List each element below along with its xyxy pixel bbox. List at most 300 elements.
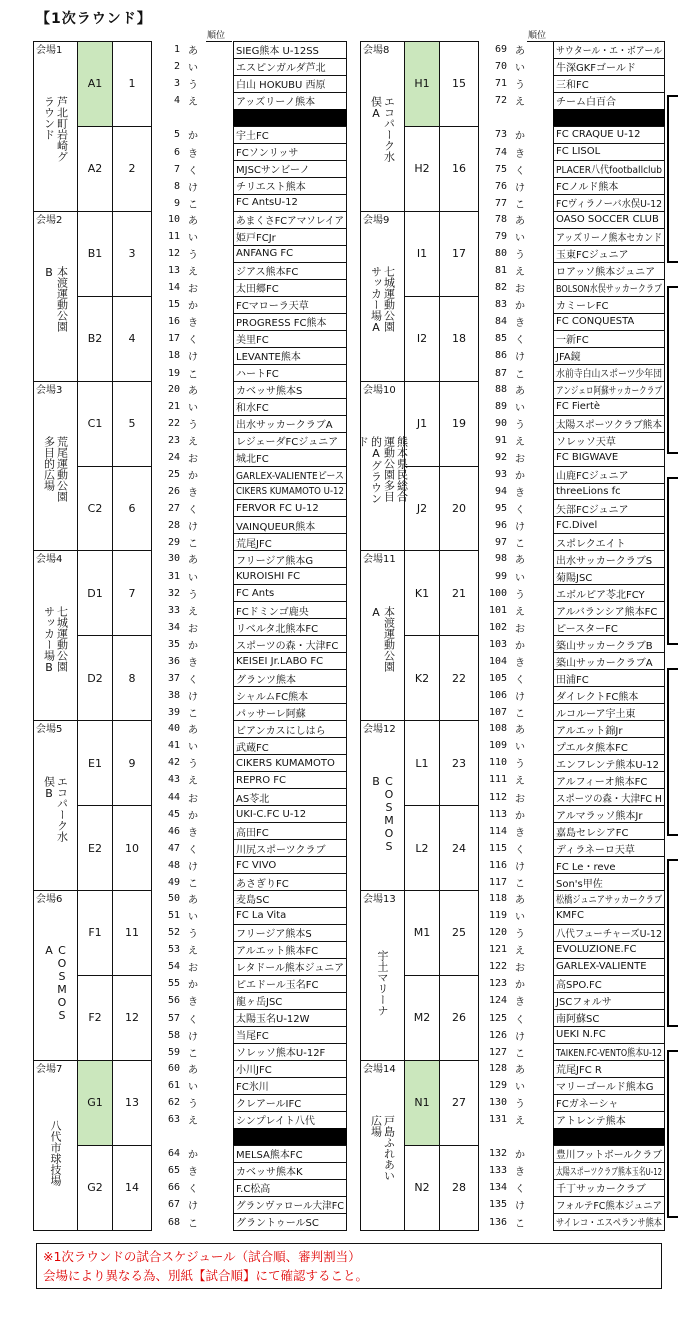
rank-cell: 14 — [112, 1145, 152, 1231]
row-kana: え — [515, 606, 525, 618]
venue-name: 七城運動公園サッカー場B — [42, 605, 69, 674]
row-number: 16 — [167, 316, 180, 328]
team-box — [233, 601, 347, 619]
venue-name-wrap — [356, 398, 409, 551]
venue-label: 会場7 — [36, 1063, 63, 1075]
row-kana: こ — [515, 199, 525, 211]
group-column — [77, 720, 113, 891]
venue-section — [360, 211, 665, 382]
team-box — [553, 262, 665, 280]
team-box — [233, 160, 347, 178]
team-box — [553, 58, 665, 76]
row-kana: こ — [188, 369, 198, 381]
team-name: FC AntsU-12 — [236, 197, 298, 209]
team-box — [553, 483, 665, 501]
row-number: 71 — [494, 78, 507, 90]
row-kana: け — [515, 182, 525, 194]
row-number: 135 — [488, 1199, 507, 1211]
row-kana: う — [188, 249, 198, 261]
team-name: Son's甲佐 — [556, 878, 603, 890]
row-kana: こ — [188, 539, 198, 551]
row-number: 1 — [173, 44, 180, 56]
kana-column — [511, 1060, 529, 1231]
team-box — [233, 262, 347, 280]
group-column — [404, 211, 440, 382]
row-kana: い — [515, 402, 525, 414]
team-box — [233, 245, 347, 263]
venue-section — [33, 890, 347, 1061]
row-number: 136 — [488, 1216, 507, 1228]
row-kana: お — [515, 453, 525, 465]
row-number: 21 — [167, 400, 180, 412]
team-box — [553, 533, 665, 551]
number-column — [487, 720, 507, 891]
team-box — [233, 1026, 347, 1044]
venue-name-wrap — [34, 567, 77, 720]
team-name: FC La Vita — [236, 910, 287, 922]
team-name: スポーツの森・大津FC — [236, 640, 339, 652]
team-name: ビアンカスにしはら — [236, 725, 326, 737]
team-column — [233, 720, 347, 891]
venue-section — [33, 381, 347, 552]
row-kana: あ — [515, 385, 525, 397]
cropped-next-round-column — [667, 0, 678, 1322]
row-kana: う — [188, 589, 198, 601]
team-name: チーム白百合 — [556, 97, 616, 109]
rank-cell: 27 — [439, 1060, 479, 1146]
rank-cell: 26 — [439, 975, 479, 1061]
row-number: 88 — [494, 383, 507, 395]
team-box — [553, 1145, 665, 1163]
row-number: 45 — [167, 808, 180, 820]
row-number: 30 — [167, 553, 180, 565]
row-kana: あ — [515, 215, 525, 227]
team-box — [553, 330, 665, 348]
row-number: 53 — [167, 944, 180, 956]
row-kana: か — [188, 301, 198, 313]
row-number: 103 — [488, 638, 507, 650]
team-box — [233, 856, 347, 874]
venue-name-wrap — [34, 228, 77, 381]
team-name: 三和FC — [556, 80, 589, 92]
row-number: 105 — [488, 672, 507, 684]
row-number: 114 — [488, 825, 507, 837]
team-name: 美里FC — [236, 335, 269, 347]
row-kana: い — [188, 63, 198, 75]
row-kana: お — [515, 284, 525, 296]
team-column — [233, 550, 347, 721]
row-number: 59 — [167, 1046, 180, 1058]
team-box — [553, 839, 665, 857]
rank-cell: 8 — [112, 635, 152, 721]
row-number: 35 — [167, 638, 180, 650]
number-column — [160, 720, 180, 891]
group-column — [404, 41, 440, 212]
venue-name-wrap — [34, 1077, 77, 1230]
team-name: CIKERS KUMAMOTO U-12 — [236, 485, 344, 497]
team-name: 宇土FC — [236, 131, 269, 143]
team-box — [233, 177, 347, 195]
team-name: FC CRAQUE U-12 — [556, 129, 641, 141]
venues-block-left — [33, 41, 347, 1231]
group-cell: N1 — [404, 1060, 440, 1146]
team-name: JSCフォルサ — [556, 997, 612, 1009]
rank-cell: 13 — [112, 1060, 152, 1146]
row-kana: え — [188, 776, 198, 788]
venue-name-wrap — [34, 737, 77, 890]
row-number: 11 — [167, 230, 180, 242]
team-box — [233, 975, 347, 993]
venue-name-wrap — [361, 907, 404, 1060]
row-kana: か — [515, 301, 525, 313]
row-kana: か — [515, 471, 525, 483]
team-name: ハートFC — [236, 369, 279, 381]
team-box — [233, 364, 347, 382]
team-name: LEVANTE熊本 — [236, 352, 301, 364]
row-kana: え — [515, 436, 525, 448]
row-kana: く — [515, 674, 525, 686]
team-name: 太陽スポーツクラブ熊本 — [556, 420, 662, 432]
rank-cell: 7 — [112, 550, 152, 636]
number-column — [487, 41, 507, 212]
team-box — [233, 567, 347, 585]
kana-column — [184, 1060, 202, 1231]
team-box — [553, 126, 665, 144]
venue-name: 熊本県民総合運動公園多目的Aグラウンド — [356, 435, 409, 504]
row-kana: う — [515, 80, 525, 92]
row-kana: え — [515, 776, 525, 788]
team-name: OASO SOCCER CLUB — [556, 214, 659, 226]
team-box — [233, 533, 347, 551]
team-name: サイレコ・エスペランサ熊本 — [556, 1218, 662, 1230]
group-cell: C1 — [77, 381, 113, 467]
row-kana: か — [188, 810, 198, 822]
rank-cell: 28 — [439, 1145, 479, 1231]
team-box — [233, 686, 347, 704]
venue-cell — [360, 1060, 405, 1231]
venue-section — [33, 550, 347, 721]
venue-name: 荒尾運動公園多目的広場 — [42, 435, 69, 502]
row-number: 8 — [173, 180, 180, 192]
team-name: 山鹿FCジュニア — [556, 471, 629, 482]
venue-section — [33, 211, 347, 382]
row-number: 62 — [167, 1096, 180, 1108]
team-name: 姫戸FCJr — [236, 233, 276, 245]
row-number: 5 — [173, 129, 180, 141]
team-name: 城北FC — [236, 454, 269, 466]
separator-box — [233, 1128, 347, 1146]
row-kana: く — [188, 1184, 198, 1196]
group-cell: M2 — [404, 975, 440, 1061]
row-number: 128 — [488, 1062, 507, 1074]
kana-column — [184, 720, 202, 891]
team-box — [233, 1145, 347, 1163]
team-name: プエルタ熊本FC — [556, 742, 628, 754]
team-box — [233, 1196, 347, 1214]
venue-name: 本渡運動公園B — [42, 265, 69, 332]
row-number: 81 — [494, 265, 507, 277]
group-column — [77, 211, 113, 382]
kana-column — [184, 381, 202, 552]
row-kana: か — [515, 640, 525, 652]
team-box — [233, 618, 347, 636]
row-number: 29 — [167, 537, 180, 549]
kana-column — [511, 211, 529, 382]
row-kana: え — [188, 267, 198, 279]
row-kana: う — [515, 589, 525, 601]
team-box — [233, 771, 347, 789]
row-number: 17 — [167, 333, 180, 345]
rank-column — [439, 890, 479, 1061]
venue-name: 本渡運動公園A — [369, 605, 396, 672]
team-name: 太田郷FC — [236, 284, 279, 296]
team-name: 高SPO.FC — [556, 980, 602, 992]
group-column — [77, 41, 113, 212]
team-box — [553, 516, 665, 534]
team-name: 南阿蘇SC — [556, 1014, 600, 1026]
row-kana: い — [188, 912, 198, 924]
row-number: 116 — [488, 859, 507, 871]
team-name: エスピンガルダ芦北 — [236, 63, 326, 75]
row-number: 64 — [167, 1148, 180, 1160]
team-column — [553, 41, 665, 212]
rank-cell: 20 — [439, 466, 479, 552]
group-cell: J1 — [404, 381, 440, 467]
row-number: 60 — [167, 1062, 180, 1074]
row-kana: か — [188, 1150, 198, 1162]
team-name: 一新FC — [556, 335, 589, 347]
row-kana: く — [188, 505, 198, 517]
team-name: フリージア熊本G — [236, 555, 314, 567]
team-box — [553, 1196, 665, 1214]
team-box — [233, 1111, 347, 1129]
group-cell: K2 — [404, 635, 440, 721]
team-name: 矢部FCジュニア — [556, 504, 629, 516]
note-line-1: ※1次ラウンドの試合スケジュール（試合順、審判割当） — [43, 1249, 361, 1264]
venue-name-wrap — [34, 58, 77, 211]
row-kana: い — [515, 912, 525, 924]
team-box — [553, 41, 665, 59]
row-kana: き — [188, 318, 198, 330]
venue-name: COSMOS A — [42, 944, 69, 1023]
team-name: FC Ants — [236, 587, 275, 599]
team-name: FC氷川 — [236, 1082, 269, 1094]
row-kana: あ — [188, 725, 198, 737]
row-number: 70 — [494, 61, 507, 73]
venue-name: COSMOS B — [369, 774, 396, 853]
row-number: 25 — [167, 469, 180, 481]
venue-cell — [33, 550, 78, 721]
team-box — [233, 1043, 347, 1061]
team-box — [553, 958, 665, 976]
team-name: ディラネーロ天草 — [556, 844, 635, 856]
team-name: クレアールIFC — [236, 1099, 302, 1111]
row-kana: お — [515, 793, 525, 805]
team-box — [553, 1060, 665, 1078]
row-number: 118 — [488, 893, 507, 905]
row-number: 37 — [167, 672, 180, 684]
team-box — [233, 907, 347, 925]
team-name: ソレッソ熊本U-12F — [236, 1048, 326, 1060]
page-title: 【1次ラウンド】 — [36, 11, 152, 27]
team-box — [553, 211, 665, 229]
row-number: 133 — [488, 1165, 507, 1177]
team-box — [553, 924, 665, 942]
team-box — [553, 1077, 665, 1095]
row-number: 86 — [494, 350, 507, 362]
row-kana: く — [188, 335, 198, 347]
team-box — [553, 635, 665, 653]
rank-header-left: 順位 — [206, 28, 232, 42]
team-name: ソレッソ天草 — [556, 437, 616, 449]
team-name: 田浦FC — [556, 674, 589, 686]
team-name: 牛深GKFゴールド — [556, 63, 636, 75]
team-column — [553, 1060, 665, 1231]
number-column — [160, 890, 180, 1061]
team-box — [553, 567, 665, 585]
team-name: MJSCサンビーノ — [236, 165, 310, 177]
team-box — [553, 347, 665, 365]
team-name: 麦島SC — [236, 895, 270, 907]
team-name: GARLEX-VALIENTEピース — [236, 471, 344, 482]
team-box — [553, 449, 665, 467]
row-number: 2 — [173, 61, 180, 73]
venue-name: 芦北町岩崎グラウンド — [42, 96, 69, 163]
team-box — [233, 720, 347, 738]
group-cell: F2 — [77, 975, 113, 1061]
team-box — [233, 737, 347, 755]
team-name: スポーツの森・大津FC H — [556, 793, 662, 805]
team-box — [553, 788, 665, 806]
team-box — [553, 890, 665, 908]
row-number: 49 — [167, 876, 180, 888]
group-cell: F1 — [77, 890, 113, 976]
rank-column — [439, 211, 479, 382]
team-box — [233, 805, 347, 823]
row-kana: こ — [188, 709, 198, 721]
row-kana: か — [188, 980, 198, 992]
row-kana: き — [515, 1167, 525, 1179]
number-column — [160, 211, 180, 382]
team-name: 出水サッカークラブS — [556, 555, 653, 567]
kana-column — [511, 41, 529, 212]
row-number: 109 — [488, 740, 507, 752]
team-box — [553, 754, 665, 772]
row-kana: き — [188, 148, 198, 160]
row-number: 57 — [167, 1012, 180, 1024]
team-box — [233, 1213, 347, 1231]
team-box — [233, 279, 347, 297]
rank-column — [439, 41, 479, 212]
row-number: 34 — [167, 621, 180, 633]
row-kana: あ — [515, 725, 525, 737]
row-number: 12 — [167, 247, 180, 259]
group-cell: K1 — [404, 550, 440, 636]
row-kana: い — [188, 402, 198, 414]
rank-cell: 3 — [112, 211, 152, 297]
row-number: 110 — [488, 757, 507, 769]
cropped-next-round-box — [667, 668, 678, 836]
row-number: 32 — [167, 587, 180, 599]
row-kana: く — [515, 165, 525, 177]
row-kana: あ — [188, 46, 198, 58]
rank-cell: 2 — [112, 126, 152, 212]
venue-name: エコパーク水俣B — [42, 775, 69, 842]
team-box — [233, 754, 347, 772]
team-column — [233, 381, 347, 552]
row-kana: か — [515, 980, 525, 992]
team-name: グラントゥールSC — [236, 1218, 319, 1230]
team-box — [233, 941, 347, 959]
venue-section — [360, 890, 665, 1061]
row-number: 43 — [167, 774, 180, 786]
row-kana: か — [188, 640, 198, 652]
row-number: 95 — [494, 503, 507, 515]
team-name: FC VIVO — [236, 859, 277, 871]
row-kana: う — [515, 249, 525, 261]
rank-cell: 23 — [439, 720, 479, 806]
row-kana: け — [188, 861, 198, 873]
row-kana: あ — [188, 385, 198, 397]
team-box — [553, 822, 665, 840]
group-cell: C2 — [77, 466, 113, 552]
row-number: 24 — [167, 451, 180, 463]
kana-column — [511, 890, 529, 1061]
team-name: KEISEI Jr.LABO FC — [236, 655, 324, 667]
rank-column — [112, 381, 152, 552]
team-box — [553, 194, 665, 212]
row-number: 96 — [494, 520, 507, 532]
team-box — [553, 466, 665, 484]
group-cell: L1 — [404, 720, 440, 806]
venue-section — [356, 381, 665, 552]
team-name: FC Fiertè — [556, 401, 601, 413]
row-number: 115 — [488, 842, 507, 854]
row-number: 99 — [494, 570, 507, 582]
team-name: レジェーダFCジュニア — [236, 437, 339, 449]
team-box — [553, 75, 665, 93]
row-kana: う — [515, 419, 525, 431]
row-kana: う — [515, 759, 525, 771]
team-box — [233, 516, 347, 534]
row-kana: こ — [188, 878, 198, 890]
row-kana: こ — [515, 878, 525, 890]
row-kana: い — [515, 63, 525, 75]
team-name: FERVOR FC U-12 — [236, 502, 319, 514]
row-number: 48 — [167, 859, 180, 871]
row-kana: こ — [188, 199, 198, 211]
team-name: BOLSON水俣サッカークラブ — [556, 284, 662, 296]
group-cell: E1 — [77, 720, 113, 806]
venue-name-wrap — [361, 567, 404, 720]
kana-column — [184, 550, 202, 721]
row-kana: お — [188, 623, 198, 635]
team-box — [233, 347, 347, 365]
team-name: ダイレクトFC熊本 — [556, 691, 639, 703]
team-box — [233, 822, 347, 840]
team-name: パッサーレ阿蘇 — [236, 708, 306, 720]
row-number: 100 — [488, 587, 507, 599]
row-kana: き — [515, 997, 525, 1009]
team-box — [553, 618, 665, 636]
group-cell: B1 — [77, 211, 113, 297]
row-number: 56 — [167, 995, 180, 1007]
row-number: 97 — [494, 537, 507, 549]
row-kana: あ — [515, 46, 525, 58]
separator-box — [553, 1128, 665, 1146]
team-name: 武蔵FC — [236, 742, 269, 754]
row-number: 47 — [167, 842, 180, 854]
